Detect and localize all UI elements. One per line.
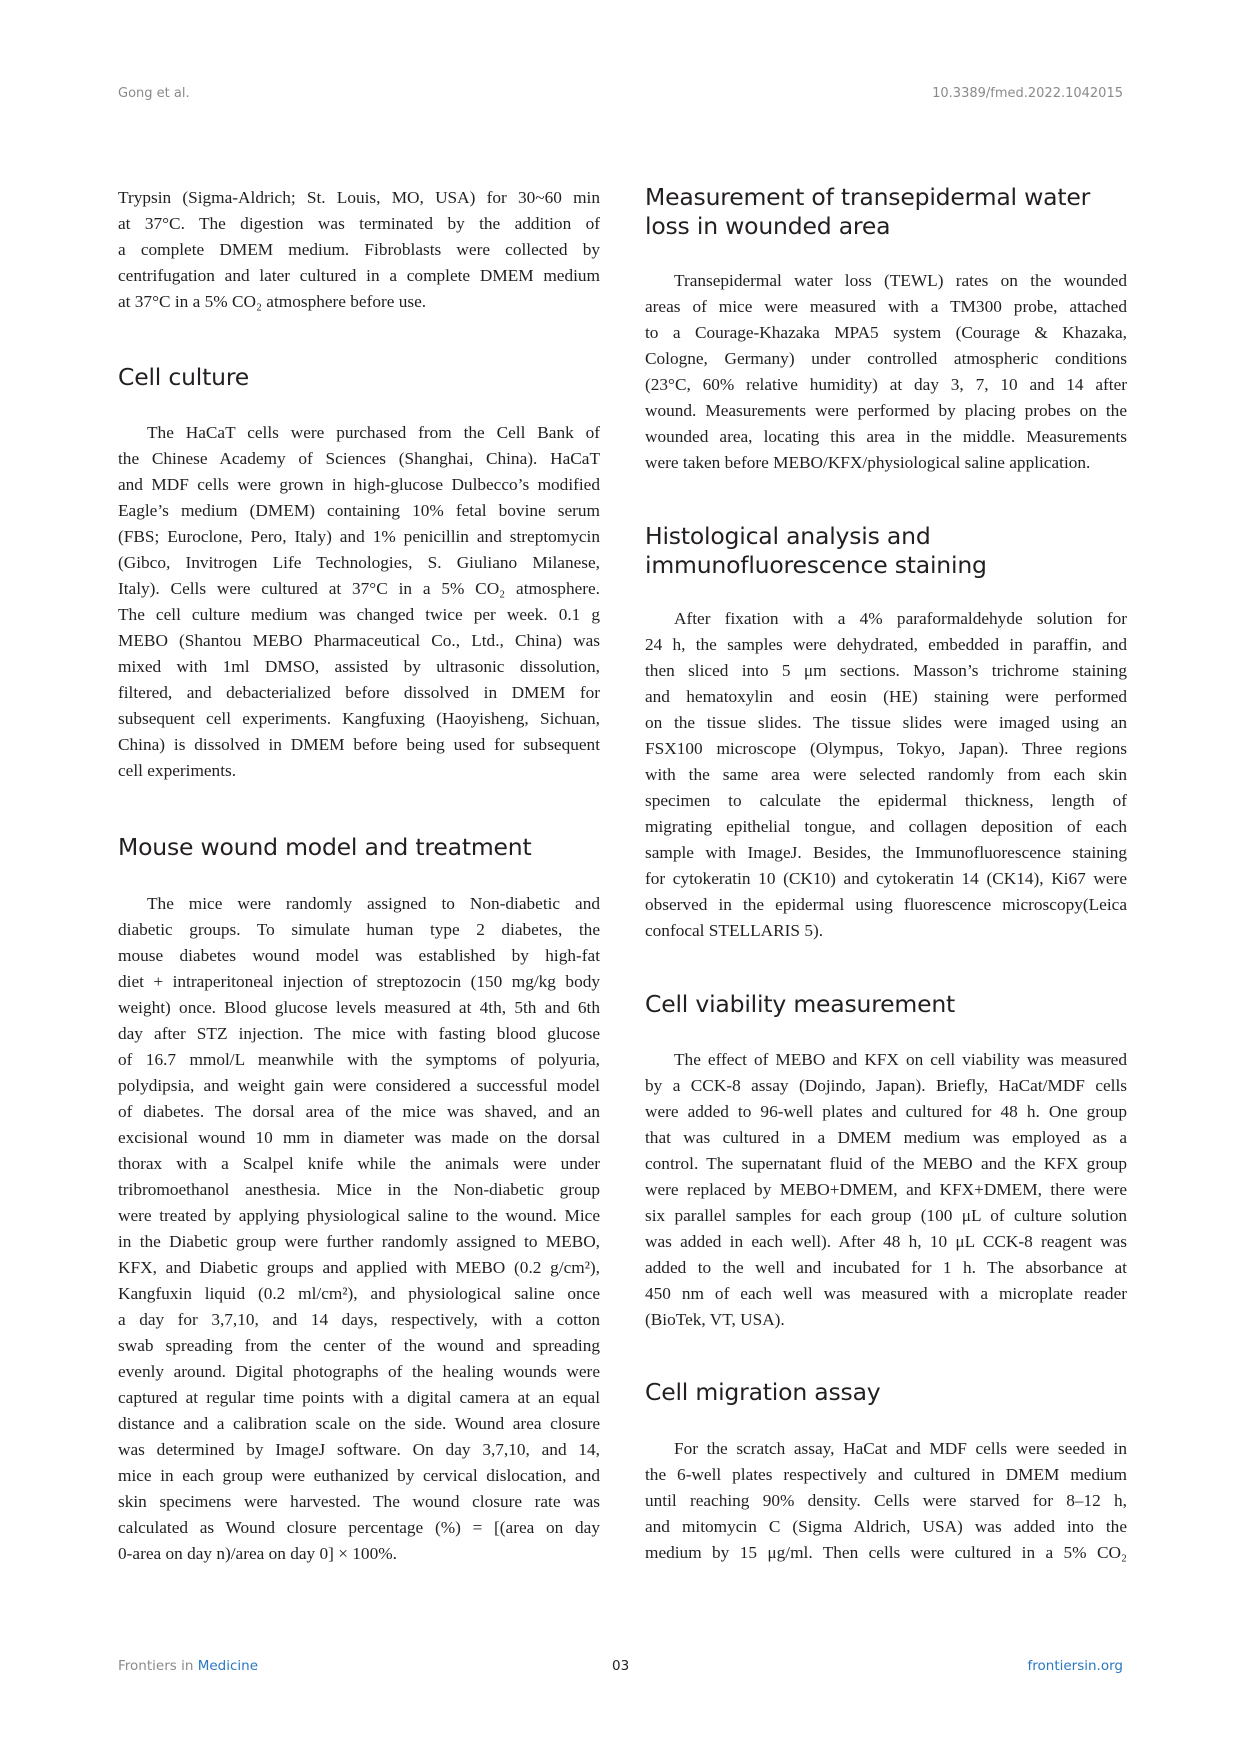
heading-tewl [645, 183, 1090, 241]
text-line: observed in the epidermal using fluorescence microscopy(Leica [645, 895, 1127, 914]
text-line: (Gibco, Invitrogen Life Technologies, S. Giuliano Milanese, [118, 553, 600, 572]
text-line: mouse diabetes wound model was established by high-fat [118, 946, 600, 965]
text-line: Transepidermal water loss (TEWL) rates on the wounded [674, 271, 1127, 290]
text-line: were replaced by MEBO+DMEM, and KFX+DMEM, there were [645, 1180, 1127, 1199]
text-line: The effect of MEBO and KFX on cell viability was measured [674, 1050, 1127, 1069]
footer-journal [118, 1658, 258, 1674]
paragraph-trypsin [118, 185, 600, 315]
text-line: migrating epithelial tongue, and collagen deposition of each [645, 817, 1127, 836]
text-line: to a Courage-Khazaka MPA5 system (Courage & Khazaka, [645, 323, 1127, 342]
text-line: until reaching 90% density. Cells were starved for 8–12 h, [645, 1491, 1127, 1510]
text-line: cell experiments. [118, 761, 237, 780]
text-line: Eagle’s medium (DMEM) containing 10% fetal bovine serum [118, 501, 600, 520]
text-line: wounded area, locating this area in the middle. Measurements [645, 427, 1127, 446]
text-line: day after STZ injection. The mice with fasting blood glucose [118, 1024, 600, 1043]
text-line: areas of mice were measured with a TM300 probe, attached [645, 297, 1127, 316]
text-line: was added in each well). After 48 h, 10 μL CCK-8 reagent was [645, 1232, 1127, 1251]
text-line: control. The supernatant fluid of the MEBO and the KFX group [645, 1154, 1127, 1173]
heading-mouse-wound-model: Mouse wound model and treatment [118, 833, 532, 861]
text-line: For the scratch assay, HaCat and MDF cells were seeded in [674, 1439, 1127, 1458]
text-line: at 37°C in a 5% CO₂ atmosphere before use. [118, 292, 427, 311]
text-line: The HaCaT cells were purchased from the Cell Bank of [147, 423, 600, 442]
footer-journal-prefix: Frontiers in [118, 1658, 194, 1674]
text-line: Trypsin (Sigma-Aldrich; St. Louis, MO, USA) for 30~60 min [118, 188, 600, 207]
text-line: that was cultured in a DMEM medium was employed as a [645, 1128, 1127, 1147]
text-line: FSX100 microscope (Olympus, Tokyo, Japan). Three regions [645, 739, 1127, 758]
text-line: MEBO (Shantou MEBO Pharmaceutical Co., Ltd., China) was [118, 631, 600, 650]
text-line: the Chinese Academy of Sciences (Shanghai, China). HaCaT [118, 449, 600, 468]
heading-histology-line1: Histological analysis and [645, 522, 931, 550]
text-line: added to the well and incubated for 1 h. The absorbance at [645, 1258, 1127, 1277]
text-line: 450 nm of each well was measured with a microplate reader [645, 1284, 1127, 1303]
text-line: Cologne, Germany) under controlled atmospheric conditions [645, 349, 1127, 368]
text-line: captured at regular time points with a digital camera at an equal [118, 1388, 600, 1407]
paragraph-tewl [645, 268, 1127, 476]
text-line: the 6-well plates respectively and cultured in DMEM medium [645, 1465, 1127, 1484]
running-head-authors: Gong et al. [118, 86, 190, 101]
text-line: mice in each group were euthanized by cervical dislocation, and [118, 1466, 600, 1485]
text-line: centrifugation and later cultured in a complete DMEM medium [118, 266, 600, 285]
text-line: weight) once. Blood glucose levels measured at 4th, 5th and 6th [118, 998, 600, 1017]
text-line: filtered, and debacterialized before dissolved in DMEM for [118, 683, 600, 702]
footer-site-link[interactable]: frontiersin.org [1027, 1658, 1123, 1674]
text-line: medium by 15 μg/ml. Then cells were cultured in a 5% CO₂ [645, 1543, 1127, 1562]
paragraph-histology [645, 606, 1127, 944]
text-line: After fixation with a 4% paraformaldehyde solution for [674, 609, 1127, 628]
text-line: confocal STELLARIS 5). [645, 921, 824, 940]
paragraph-cell-viability [645, 1047, 1127, 1333]
text-line: The cell culture medium was changed twice per week. 0.1 g [118, 605, 600, 624]
text-line: at 37°C. The digestion was terminated by the addition of [118, 214, 600, 233]
text-line: then sliced into 5 μm sections. Masson’s trichrome staining [645, 661, 1127, 680]
text-line: subsequent cell experiments. Kangfuxing (Haoyisheng, Sichuan, [118, 709, 600, 728]
text-line: distance and a calibration scale on the side. Wound area closure [118, 1414, 600, 1433]
heading-cell-viability: Cell viability measurement [645, 990, 956, 1018]
text-line: Kangfuxin liquid (0.2 ml/cm²), and physiological saline once [118, 1284, 600, 1303]
text-line: were treated by applying physiological saline to the wound. Mice [118, 1206, 600, 1225]
text-line: (BioTek, VT, USA). [645, 1310, 785, 1329]
text-line: calculated as Wound closure percentage (%) = [(area on day [118, 1518, 600, 1537]
text-line: diabetic groups. To simulate human type 2 diabetes, the [118, 920, 600, 939]
heading-histology-line2: immunofluorescence staining [645, 551, 987, 579]
text-line: on the tissue slides. The tissue slides were imaged using an [645, 713, 1127, 732]
text-line: with the same area were selected randomly from each skin [645, 765, 1127, 784]
text-line: swab spreading from the center of the wound and spreading [118, 1336, 600, 1355]
paragraph-cell-culture [118, 420, 600, 784]
text-line: were added to 96-well plates and cultured for 48 h. One group [645, 1102, 1127, 1121]
text-line: were taken before MEBO/KFX/physiological saline application. [645, 453, 1091, 472]
text-line: and MDF cells were grown in high-glucose Dulbecco’s modified [118, 475, 600, 494]
text-line: a day for 3,7,10, and 14 days, respectively, with a cotton [118, 1310, 600, 1329]
heading-cell-migration: Cell migration assay [645, 1378, 881, 1406]
text-line: 24 h, the samples were dehydrated, embedded in paraffin, and [645, 635, 1127, 654]
text-line: thorax with a Scalpel knife while the animals were under [118, 1154, 600, 1173]
text-line: six parallel samples for each group (100 μL of culture solution [645, 1206, 1127, 1225]
text-line: diet + intraperitoneal injection of streptozocin (150 mg/kg body [118, 972, 600, 991]
text-line: (FBS; Euroclone, Pero, Italy) and 1% penicillin and streptomycin [118, 527, 600, 546]
page-number: 03 [612, 1658, 630, 1674]
text-line: excisional wound 10 mm in diameter was made on the dorsal [118, 1128, 600, 1147]
text-line: in the Diabetic group were further randomly assigned to MEBO, [118, 1232, 600, 1251]
paragraph-cell-migration [645, 1436, 1127, 1566]
text-line: The mice were randomly assigned to Non-diabetic and [147, 894, 600, 913]
heading-cell-culture: Cell culture [118, 363, 250, 391]
text-line: sample with ImageJ. Besides, the Immunofluorescence staining [645, 843, 1127, 862]
text-line: China) is dissolved in DMEM before being used for subsequent [118, 735, 600, 754]
text-line: mixed with 1ml DMSO, assisted by ultrasonic dissolution, [118, 657, 600, 676]
text-line: of 16.7 mmol/L meanwhile with the symptoms of polyuria, [118, 1050, 600, 1069]
paragraph-mouse-wound-model [118, 891, 600, 1567]
text-line: was determined by ImageJ software. On day 3,7,10, and 14, [118, 1440, 600, 1459]
heading-histology [645, 522, 987, 580]
text-line: wound. Measurements were performed by placing probes on the [645, 401, 1127, 420]
heading-tewl-line2: loss in wounded area [645, 212, 891, 240]
text-line: and mitomycin C (Sigma Aldrich, USA) was added into the [645, 1517, 1127, 1536]
text-line: evenly around. Digital photographs of the healing wounds were [118, 1362, 600, 1381]
text-line: a complete DMEM medium. Fibroblasts were collected by [118, 240, 600, 259]
text-line: specimen to calculate the epidermal thickness, length of [645, 791, 1127, 810]
footer-journal-name: Medicine [197, 1658, 258, 1674]
text-line: 0-area on day n)/area on day 0] × 100%. [118, 1544, 397, 1563]
text-line: Italy). Cells were cultured at 37°C in a 5% CO₂ atmosphere. [118, 579, 600, 598]
text-line: tribromoethanol anesthesia. Mice in the Non-diabetic group [118, 1180, 600, 1199]
heading-tewl-line1: Measurement of transepidermal water [645, 183, 1091, 211]
text-line: polydipsia, and weight gain were considered a successful model [118, 1076, 600, 1095]
text-line: of diabetes. The dorsal area of the mice was shaved, and an [118, 1102, 600, 1121]
running-head-doi: 10.3389/fmed.2022.1042015 [932, 86, 1123, 101]
text-line: by a CCK-8 assay (Dojindo, Japan). Briefly, HaCat/MDF cells [645, 1076, 1127, 1095]
text-line: (23°C, 60% relative humidity) at day 3, 7, 10 and 14 after [645, 375, 1127, 394]
text-line: skin specimens were harvested. The wound closure rate was [118, 1492, 600, 1511]
text-line: and hematoxylin and eosin (HE) staining were performed [645, 687, 1127, 706]
text-line: for cytokeratin 10 (CK10) and cytokeratin 14 (CK14), Ki67 were [645, 869, 1127, 888]
text-line: KFX, and Diabetic groups and applied with MEBO (0.2 g/cm²), [118, 1258, 600, 1277]
